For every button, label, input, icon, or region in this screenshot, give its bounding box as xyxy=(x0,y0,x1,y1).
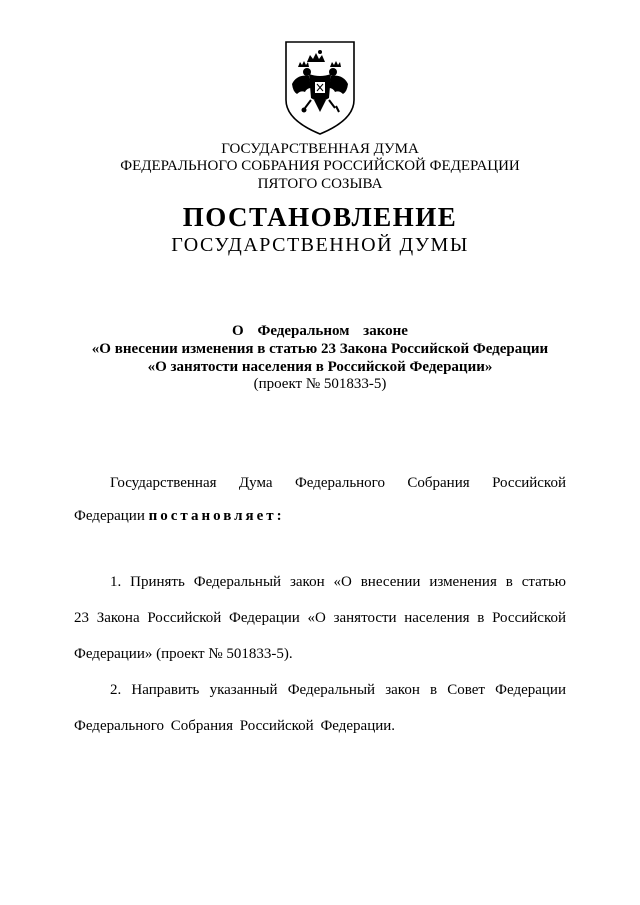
header-line-2: ФЕДЕРАЛЬНОГО СОБРАНИЯ РОССИЙСКОЙ ФЕДЕРАЦИИ xyxy=(120,158,520,174)
resolves-word: постановляет: xyxy=(148,508,285,524)
subject-line-2: «О внесении изменения в статью 23 Закона Российской Федерации xyxy=(91,341,549,357)
subject-line-1: О Федеральном законе xyxy=(232,323,408,339)
item-1-line-1: 1. Принять Федеральный закон «О внесении изменения в статью xyxy=(110,574,566,590)
project-number: (проект № 501833-5) xyxy=(253,376,387,392)
intro-line-2 xyxy=(74,507,285,525)
item-1-line-3: Федерации» (проект № 501833-5). xyxy=(74,646,293,662)
header-line-3: ПЯТОГО СОЗЫВА xyxy=(257,176,383,192)
item-2-line-2: Федерального Собрания Российской Федерации. xyxy=(74,718,396,734)
document-subtitle: ГОСУДАРСТВЕННОЙ ДУМЫ xyxy=(171,234,469,256)
russian-coat-of-arms-icon xyxy=(283,40,357,136)
intro-prefix: Федерации xyxy=(74,508,149,524)
document-title: ПОСТАНОВЛЕНИЕ xyxy=(182,202,458,232)
item-2-line-1: 2. Направить указанный Федеральный закон в Совет Федерации xyxy=(110,682,566,698)
item-1-line-2: 23 Закона Российской Федерации «О занятости населения в Российской xyxy=(74,610,566,626)
subject-line-3: «О занятости населения в Российской Федерации» xyxy=(147,359,493,375)
intro-line-1: Государственная Дума Федерального Собрания Российской xyxy=(110,475,566,491)
header-line-1: ГОСУДАРСТВЕННАЯ ДУМА xyxy=(221,141,419,157)
